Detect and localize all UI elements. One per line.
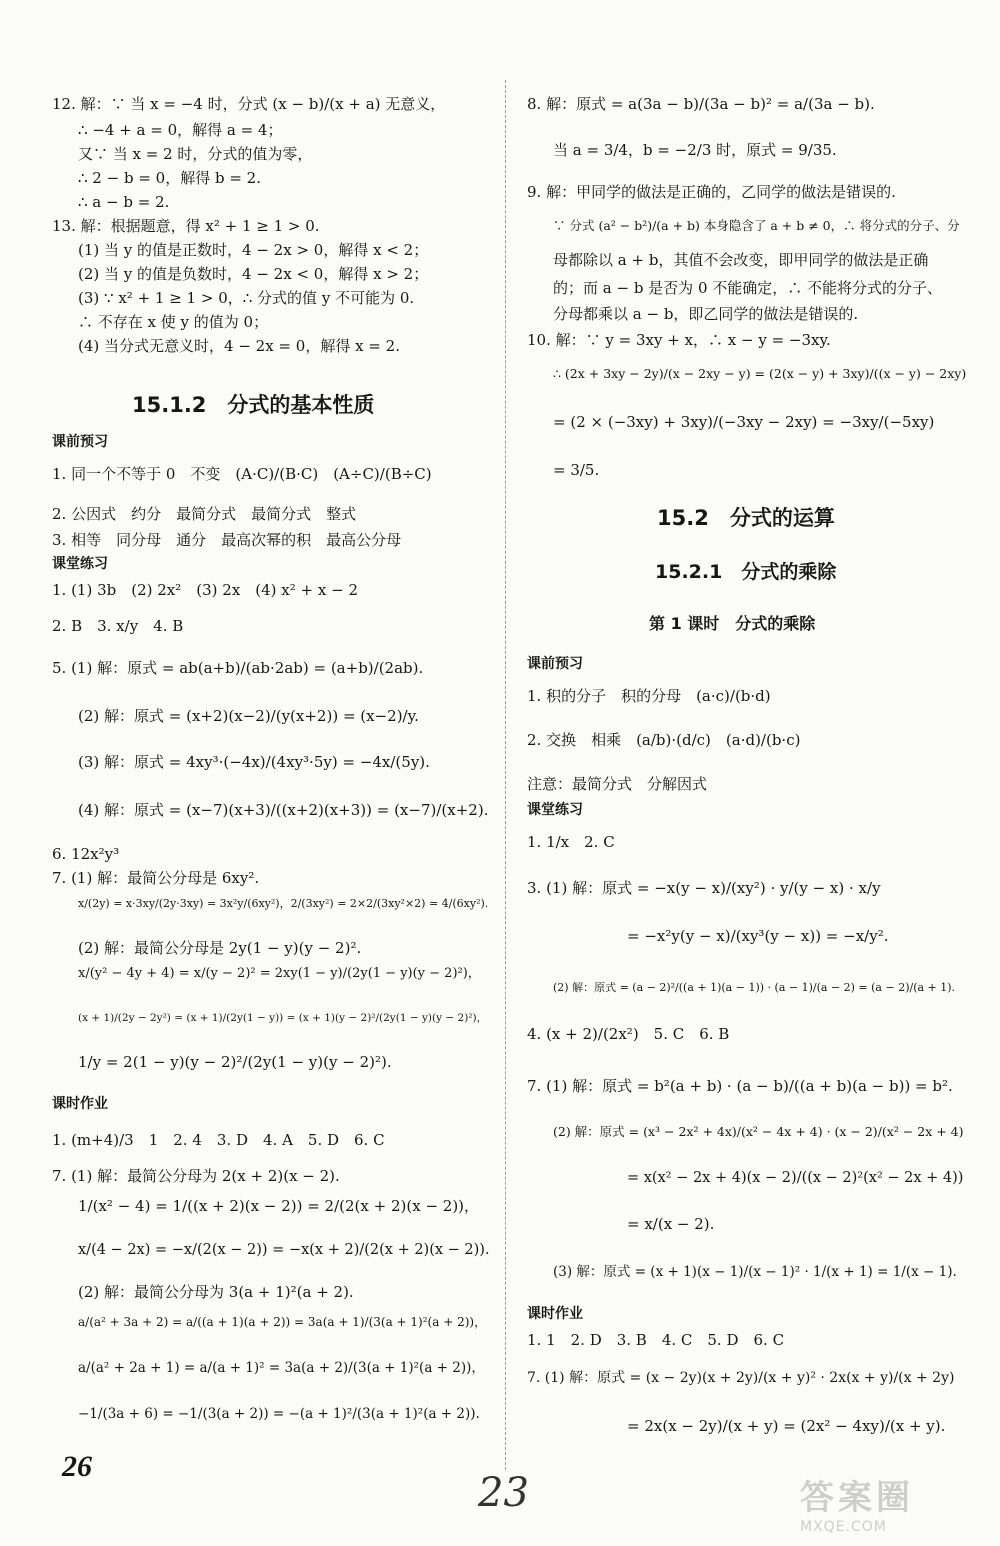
answer-line: a/(a² + 3a + 2) = a/((a + 1)(a + 2)) = 3a(a + 1)/(3(a + 1)²(a + 2))， (78, 1315, 487, 1329)
answer-line: 母都除以 a + b，其值不会改变，即甲同学的做法是正确 (553, 251, 929, 269)
watermark-sub: MXQE.COM (800, 1519, 887, 1535)
answer-line: (2) 解：最简公分母为 3(a + 1)²(a + 2). (78, 1283, 354, 1301)
subsection-label: 课堂练习 (52, 556, 108, 572)
answer-line: 1. (1) 3b (2) 2x² (3) 2x (4) x² + x − 2 (52, 581, 358, 599)
answer-line: 10. 解：∵ y = 3xy + x，∴ x − y = −3xy. (527, 331, 831, 349)
subsection-label: 课时作业 (527, 1306, 583, 1322)
watermark-main: 答案圈 (800, 1478, 914, 1518)
answer-line: (2) 解：原式 = (a − 2)²/((a + 1)(a − 1)) · (a − 1)/(a − 2) = (a − 2)/(a + 1). (553, 981, 956, 994)
answer-line: 当 a = 3/4，b = −2/3 时，原式 = 9/35. (553, 141, 837, 159)
answer-line: 7. (1) 解：最简公分母是 6xy². (52, 869, 260, 887)
section-heading: 15.2 分式的运算 (657, 506, 835, 530)
section-heading: 15.2.1 分式的乘除 (655, 561, 837, 583)
subsection-label: 课前预习 (527, 656, 583, 672)
answer-line: ∴ 2 − b = 0，解得 b = 2. (78, 169, 261, 187)
section-heading: 15.1.2 分式的基本性质 (132, 393, 375, 417)
section-heading: 第 1 课时 分式的乘除 (649, 614, 816, 633)
answer-line: x/(y² − 4y + 4) = x/(y − 2)² = 2xy(1 − y)/(2y(1 − y)(y − 2)²)， (78, 966, 481, 981)
answer-line: (3) ∵ x² + 1 ≥ 1 > 0，∴ 分式的值 y 不可能为 0. (78, 289, 415, 307)
answer-line: = 3/5. (553, 461, 600, 479)
answer-line: 3. 相等 同分母 通分 最高次幂的积 最高公分母 (52, 531, 402, 549)
answer-line: 1. 1/x 2. C (527, 833, 615, 851)
answer-line: 2. B 3. x/y 4. B (52, 617, 184, 635)
answer-line: = (2 × (−3xy) + 3xy)/(−3xy − 2xy) = −3xy/(−5xy) (553, 413, 935, 431)
answer-line: a/(a² + 2a + 1) = a/(a + 1)² = 3a(a + 2)/(3(a + 1)²(a + 2))， (78, 1360, 485, 1376)
answer-line: (2) 解：原式 = (x³ − 2x² + 4x)/(x² − 4x + 4) · (x − 2)/(x² − 2x + 4) (553, 1124, 964, 1139)
handwritten-page-number: 23 (478, 1470, 529, 1516)
subsection-label: 课时作业 (52, 1096, 108, 1112)
answer-line: (1) 当 y 的值是正数时，4 − 2x > 0，解得 x < 2； (78, 241, 429, 259)
answer-line: 13. 解：根据题意，得 x² + 1 ≥ 1 > 0. (52, 217, 320, 235)
answer-line: = −x²y(y − x)/(xy³(y − x)) = −x/y². (627, 927, 889, 945)
answer-line: = 2x(x − 2y)/(x + y) = (2x² − 4xy)/(x + y). (627, 1417, 946, 1435)
answer-line: ∴ a − b = 2. (78, 193, 170, 211)
answer-line: −1/(3a + 6) = −1/(3(a + 2)) = −(a + 1)²/(3(a + 1)²(a + 2)). (78, 1406, 480, 1422)
answer-line: 5. (1) 解：原式 = ab(a+b)/(ab·2ab) = (a+b)/(2ab). (52, 659, 424, 677)
answer-line: 1. 同一个不等于 0 不变 (A·C)/(B·C) (A÷C)/(B÷C) (52, 465, 432, 483)
answer-line: (2) 当 y 的值是负数时，4 − 2x < 0，解得 x > 2； (78, 265, 429, 283)
answer-line: 又∵ 当 x = 2 时，分式的值为零， (78, 145, 313, 163)
subsection-label: 课前预习 (52, 434, 108, 450)
answer-line: (3) 解：原式 = (x + 1)(x − 1)/(x − 1)² · 1/(x + 1) = 1/(x − 1). (553, 1264, 957, 1280)
subsection-label: 课堂练习 (527, 802, 583, 818)
answer-line: 注意：最简分式 分解因式 (527, 775, 708, 793)
column-divider (505, 80, 506, 1470)
answer-line: (4) 解：原式 = (x−7)(x+3)/((x+2)(x+3)) = (x−7)/(x+2). (78, 801, 489, 819)
answer-line: = x(x² − 2x + 4)(x − 2)/((x − 2)²(x² − 2x + 4)) (627, 1170, 964, 1186)
answer-line: = x/(x − 2). (627, 1215, 715, 1233)
answer-line: ∵ 分式 (a² − b²)/(a + b) 本身隐含了 a + b ≠ 0，∴ 将分式的分子、分 (553, 218, 960, 233)
answer-line: 1/(x² − 4) = 1/((x + 2)(x − 2)) = 2/(2(x + 2)(x − 2))， (78, 1197, 480, 1215)
answer-line: 9. 解：甲同学的做法是正确的，乙同学的做法是错误的. (527, 183, 896, 201)
answer-line: 7. (1) 解：原式 = (x − 2y)(x + 2y)/(x + y)² · 2x(x + y)/(x + 2y) (527, 1370, 955, 1386)
answer-line: (3) 解：原式 = 4xy³·(−4x)/(4xy³·5y) = −4x/(5y). (78, 753, 430, 771)
answer-line: 分母都乘以 a − b，即乙同学的做法是错误的. (553, 305, 859, 323)
answer-line: x/(2y) = x·3xy/(2y·3xy) = 3x²y/(6xy²)，2/(3xy²) = 2×2/(3xy²×2) = 4/(6xy²). (78, 897, 489, 910)
answer-line: 6. 12x²y³ (52, 845, 120, 863)
answer-line: 1. 积的分子 积的分母 (a·c)/(b·d) (527, 687, 771, 705)
answer-line: ∴ −4 + a = 0，解得 a = 4； (78, 121, 283, 139)
answer-line: 4. (x + 2)/(2x²) 5. C 6. B (527, 1025, 730, 1043)
answer-line: 1. (m+4)/3 1 2. 4 3. D 4. A 5. D 6. C (52, 1131, 385, 1149)
answer-line: 1. 1 2. D 3. B 4. C 5. D 6. C (527, 1331, 785, 1349)
answer-line: (2) 解：原式 = (x+2)(x−2)/(y(x+2)) = (x−2)/y. (78, 707, 419, 725)
answer-line: (x + 1)/(2y − 2y²) = (x + 1)/(2y(1 − y)) = (x + 1)(y − 2)²/(2y(1 − y)(y − 2)²)， (78, 1012, 488, 1024)
answer-line: 1/y = 2(1 − y)(y − 2)²/(2y(1 − y)(y − 2)²). (78, 1053, 392, 1071)
answer-line: 的；而 a − b 是否为 0 不能确定，∴ 不能将分式的分子、 (553, 279, 943, 297)
answer-line: 8. 解：原式 = a(3a − b)/(3a − b)² = a/(3a − b). (527, 95, 875, 113)
answer-line: 3. (1) 解：原式 = −x(y − x)/(xy²) · y/(y − x) · x/y (527, 879, 881, 897)
answer-line: 7. (1) 解：原式 = b²(a + b) · (a − b)/((a + b)(a − b)) = b². (527, 1077, 953, 1095)
answer-line: 12. 解：∵ 当 x = −4 时，分式 (x − b)/(x + a) 无意义， (52, 95, 446, 113)
answer-line: 2. 公因式 约分 最简分式 最简分式 整式 (52, 505, 357, 523)
answer-line: 2. 交换 相乘 (a/b)·(d/c) (a·d)/(b·c) (527, 731, 801, 749)
answer-line: ∴ (2x + 3xy − 2y)/(x − 2xy − y) = (2(x − y) + 3xy)/((x − y) − 2xy) (553, 366, 967, 381)
answer-line: 7. (1) 解：最简公分母为 2(x + 2)(x − 2). (52, 1167, 340, 1185)
answer-line: (2) 解：最简公分母是 2y(1 − y)(y − 2)². (78, 939, 362, 957)
watermark (800, 1470, 990, 1536)
page-number: 26 (62, 1450, 92, 1483)
answer-line: ∴ 不存在 x 使 y 的值为 0； (78, 313, 269, 331)
answer-line: x/(4 − 2x) = −x/(2(x − 2)) = −x(x + 2)/(2(x + 2)(x − 2)). (78, 1242, 490, 1258)
answer-line: (4) 当分式无意义时，4 − 2x = 0，解得 x = 2. (78, 337, 400, 355)
